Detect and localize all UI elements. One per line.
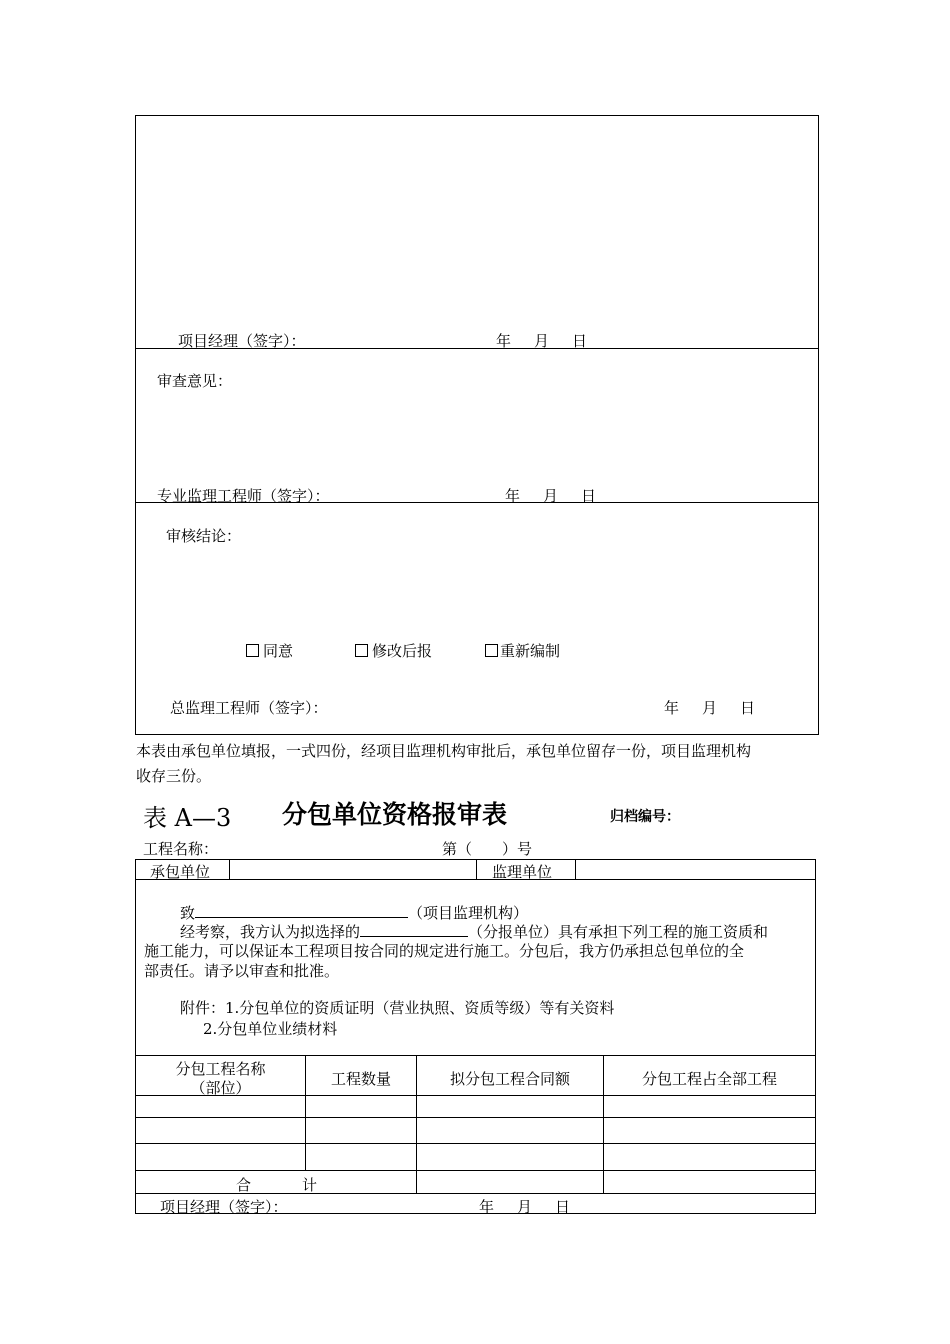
date-month: 月: [534, 332, 550, 350]
date-month: 月: [543, 487, 559, 505]
body-line-1a: 经考察，我方认为拟选择的: [180, 923, 361, 941]
date-year: 年: [496, 332, 512, 350]
archive-label: 归档编号：: [610, 809, 680, 825]
supervisor-label: 监理单位: [492, 863, 553, 881]
project-name-label: 工程名称：: [143, 840, 219, 858]
date-year: 年: [664, 699, 680, 717]
total-label-2: 计: [302, 1176, 318, 1194]
option-agree[interactable]: [246, 640, 293, 661]
a3-row1-sep3: [575, 859, 576, 879]
body-line-1: [180, 920, 768, 942]
checkbox-redo[interactable]: [485, 644, 498, 657]
attachment-1: 附件：1.分包单位的资质证明（营业执照、资质等级）等有关资料: [180, 999, 615, 1017]
contractor-field[interactable]: [231, 861, 474, 877]
upper-border-top: [135, 115, 819, 116]
grid-row-3: [135, 1170, 816, 1171]
table-number: 表 A—3: [143, 804, 232, 832]
a3-date-month: 月: [517, 1198, 533, 1216]
body-line-2: 施工能力，可以保证本工程项目按合同的规定进行施工。分包后，我方仍承担总包单位的全: [144, 942, 745, 960]
a3-border-left: [135, 859, 136, 1214]
a3-date-year: 年: [479, 1198, 495, 1216]
option-redo-label: 重新编制: [500, 642, 561, 660]
review-opinion-label: 审查意见：: [157, 372, 233, 390]
date-year: 年: [505, 487, 521, 505]
option-redo[interactable]: [485, 640, 560, 661]
to-prefix: 致: [180, 904, 196, 922]
option-agree-label: 同意: [263, 642, 294, 660]
a3-pm-sign-label: 项目经理（签字）：: [160, 1198, 288, 1216]
note-line-2: 收存三份。: [136, 767, 212, 785]
col-header-name-line1: 分包工程名称: [175, 1060, 266, 1078]
supervisor-field[interactable]: [577, 861, 813, 877]
upper-border-left: [135, 115, 136, 735]
subcontractor-blank-field[interactable]: [360, 920, 468, 937]
a3-row1-sep1: [229, 859, 230, 879]
chief-sign-label: 总监理工程师（签字）：: [170, 699, 328, 717]
option-revise-label: 修改后报: [372, 642, 433, 660]
grid-top: [135, 1055, 816, 1056]
a3-row1-bottom: [135, 879, 816, 880]
col-header-quantity: 工程数量: [330, 1070, 391, 1088]
checkbox-agree[interactable]: [246, 644, 259, 657]
number-label: 第（ ）号: [442, 840, 533, 858]
body-line-3: 部责任。请予以审查和批准。: [144, 962, 340, 980]
note-line-1: 本表由承包单位填报，一式四份，经项目监理机构审批后，承包单位留存一份，项目监理机构: [136, 742, 752, 760]
total-label-1: 合: [236, 1176, 252, 1194]
date-day: 日: [572, 332, 588, 350]
col-header-name-line2: （部位）: [190, 1079, 251, 1097]
form-title: 分包单位资格报审表: [282, 800, 508, 829]
a3-date-day: 日: [555, 1198, 571, 1216]
to-blank-field[interactable]: [195, 901, 408, 918]
date-day: 日: [581, 487, 597, 505]
upper-border-bottom: [135, 734, 819, 735]
attachment-2: 2.分包单位业绩材料: [203, 1020, 338, 1038]
to-suffix: （项目监理机构）: [408, 904, 529, 922]
date-month: 月: [702, 699, 718, 717]
audit-conclusion-label: 审核结论：: [166, 527, 242, 545]
pm-sign-label: 项目经理（签字）：: [178, 332, 306, 350]
grid-row-2: [135, 1143, 816, 1144]
checkbox-revise[interactable]: [355, 644, 368, 657]
upper-border-right: [818, 115, 819, 735]
option-revise[interactable]: [355, 640, 432, 661]
contractor-label: 承包单位: [150, 863, 211, 881]
a3-row1-sep2: [476, 859, 477, 879]
date-day: 日: [740, 699, 756, 717]
col-header-percentage: 分包工程占全部工程: [641, 1070, 777, 1088]
a3-border-right: [815, 859, 816, 1214]
body-line-1b: （分报单位）具有承担下列工程的施工资质和: [468, 923, 769, 941]
grid-row-1: [135, 1117, 816, 1118]
col-header-contract-amount: 拟分包工程合同额: [449, 1070, 570, 1088]
engineer-sign-label: 专业监理工程师（签字）：: [157, 487, 330, 505]
